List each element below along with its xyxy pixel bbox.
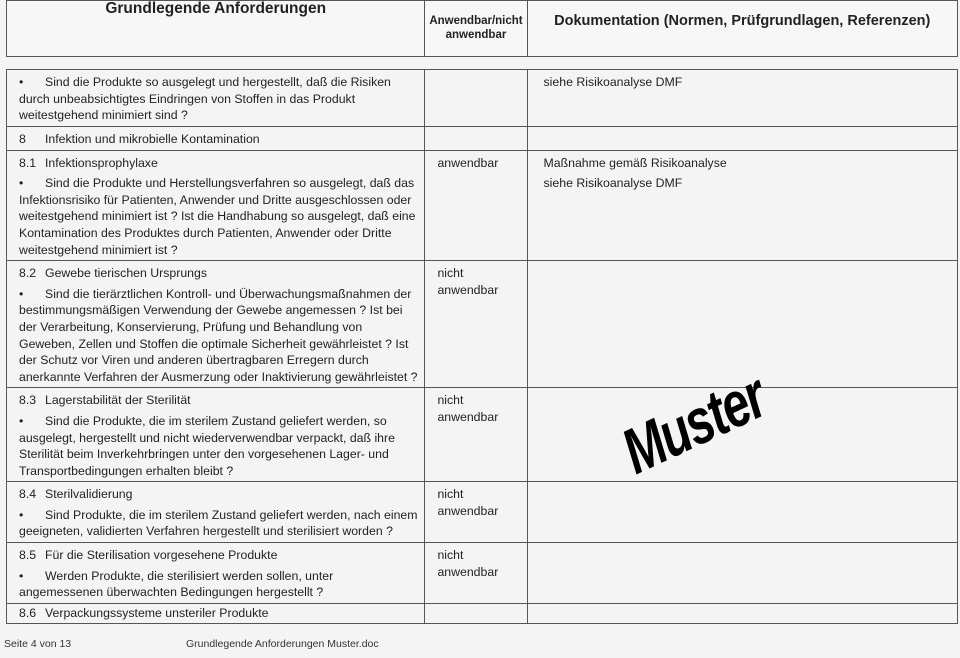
table-row (7, 127, 958, 151)
requirement-text: Sind die Produkte so ausgelegt und hergestellt, daß die Risiken durch unbeabsichtigtes Eindringen von Stoffen in das Produkt weitestgehend minimiert sind ? (19, 75, 391, 123)
applicable-value: nicht anwendbar (437, 393, 499, 424)
section-number: 8.3 (19, 393, 37, 408)
section-number: 8.4 (19, 487, 37, 502)
bullet: • (19, 507, 24, 522)
section-title: Lagerstabilität der Sterilität (45, 393, 191, 408)
section-title: Für die Sterilisation vorgesehene Produkte (45, 548, 278, 563)
section-number: 8 (19, 132, 26, 146)
header-requirements: Grundlegende Anforderungen (7, 1, 425, 57)
page-number: Seite 4 von 13 (4, 638, 72, 651)
table-row (7, 603, 958, 624)
applicable-value: anwendbar (437, 155, 499, 170)
table-row (7, 70, 958, 127)
spacer-row (7, 57, 958, 70)
documentation-value: siehe Risikoanalyse DMF (543, 176, 683, 191)
applicable-value: nicht anwendbar (437, 487, 499, 518)
section-number: 8.6 (19, 605, 37, 620)
bullet: • (19, 176, 24, 191)
muster-watermark: Muster (611, 359, 777, 488)
table-row (7, 388, 958, 482)
applicable-value: nicht anwendbar (437, 548, 499, 579)
section-title: Gewebe tierischen Ursprungs (45, 266, 207, 281)
header-applicable-line2: anwendbar (445, 29, 507, 41)
file-name: Grundlegende Anforderungen Muster.doc (186, 638, 379, 651)
bullet: • (19, 413, 24, 428)
table-row (7, 482, 958, 543)
bullet: • (19, 568, 24, 583)
section-number: 8.2 (19, 266, 37, 281)
requirement-text: Sind die Produkte und Herstellungsverfahren so ausgelegt, daß das Infektionsrisiko für Patienten, Anwender und Dritte ausgeschlossen oder weitestgehend minimiert ist ? Ist die Handhabung so ausgelegt, daß eine Kontamination des Produktes durch Patienten, Anwender oder Dritte weitestgehend minimiert ist ? (19, 176, 416, 257)
section-title: Infektion und mikrobielle Kontamination (45, 132, 260, 146)
applicable-value (425, 70, 526, 76)
requirement-text: Sind die Produkte, die im sterilem Zustand geliefert werden, so ausgelegt, hergestellt und nicht wiederverwendbar verpackt, daß ihre Sterilität beim Inverkehrbringen unter den vorgesehenen Lager- und Transportbedingungen erhalten bleibt ? (19, 413, 395, 478)
applicable-value: nicht anwendbar (437, 266, 499, 297)
requirement-text: Werden Produkte, die sterilisiert werden sollen, unter angemessenen überwachten Bedingungen hergestellt ? (19, 568, 334, 600)
section-title: Sterilvalidierung (45, 487, 133, 502)
section-title: Infektionsprophylaxe (45, 155, 158, 170)
section-number: 8.1 (19, 155, 37, 170)
documentation-value: siehe Risikoanalyse DMF (543, 75, 683, 89)
section-title: Verpackungssysteme unsteriler Produkte (45, 605, 269, 620)
section-number: 8.5 (19, 548, 37, 563)
header-documentation: Dokumentation (Normen, Prüfgrundlagen, Referenzen) (527, 1, 957, 57)
requirement-text: Sind Produkte, die im sterilem Zustand geliefert werden, nach einem geeigneten, validierten Verfahren hergestellt und sterilisiert worden ? (19, 507, 418, 539)
documentation-value: Maßnahme gemäß Risikoanalyse (543, 155, 727, 170)
header-applicable-line1: Anwendbar/nicht (429, 15, 523, 27)
requirement-text: Sind die tierärztlichen Kontroll- und Überwachungsmaßnahmen der bestimmungsmäßigen Verwendung der Gewebe angemessen ? Ist bei der Verarbeitung, Konservierung, Prüfung und Behandlung von Geweben, Zellen und Stoffen die optimale Sicherheit gewährleistet ? Ist der Schutz vor Viren und anderen übertragbaren Erregern durch anerkannte Verfahren der Ausmerzung oder Inaktivierung gewährleistet ? (19, 286, 418, 384)
requirements-table (6, 0, 958, 624)
table-row (7, 543, 958, 604)
table-row (7, 261, 958, 388)
table-header (7, 1, 958, 57)
header-applicable (425, 1, 527, 57)
bullet: • (19, 286, 24, 301)
bullet: • (19, 75, 24, 89)
page-footer (0, 638, 960, 658)
table-row (7, 150, 958, 261)
